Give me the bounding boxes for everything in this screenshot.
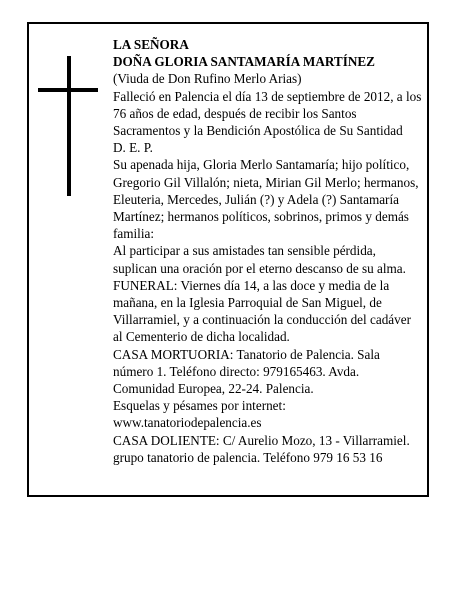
- mortuary-paragraph: CASA MORTUORIA: Tanatorio de Palencia. Sala número 1. Teléfono directo: 979165463. Avda. Comunidad Europea, 22-24. Palencia.: [113, 346, 380, 397]
- family-paragraph: Su apenada hija, Gloria Merlo Santamaría; hijo político, Gregorio Gil Villalón; nieta, Mirian Gil Merlo; hermanos, Eleuteria, Mercedes, Julián (?) y Adela (?) Santamaría Martínez; hermanos políticos, sobrinos, primos y demás familia:: [113, 157, 419, 242]
- death-paragraph: Falleció en Palencia el día 13 de septiembre de 2012, a los 76 años de edad, después de recibir los Santos Sacramentos y la Bendición Apostólica de Su Santidad: [113, 88, 422, 139]
- mourning-house-paragraph: CASA DOLIENTE: C/ Aurelio Mozo, 13 - Villarramiel.: [113, 432, 410, 448]
- notice-title: LA SEÑORA: [113, 37, 189, 52]
- cross-icon-bar: [38, 88, 98, 92]
- rip-line: D. E. P.: [113, 140, 153, 156]
- obituary-text: [113, 36, 423, 466]
- funeral-paragraph: FUNERAL: Viernes día 14, a las doce y media de la mañana, en la Iglesia Parroquial de San Miguel, de Villarramiel, y a continuación la conducción del cadáver al Cementerio de dicha localidad.: [113, 277, 411, 345]
- internet-paragraph: Esquelas y pésames por internet: www.tanatoriodepalencia.es: [113, 398, 286, 431]
- widow-line: (Viuda de Don Rufino Merlo Arias): [113, 71, 302, 87]
- footer-line: grupo tanatorio de palencia. Teléfono 979 16 53 16: [113, 449, 383, 465]
- deceased-name: DOÑA GLORIA SANTAMARÍA MARTÍNEZ: [113, 54, 375, 70]
- cross-icon: [67, 56, 71, 196]
- request-paragraph: Al participar a sus amistades tan sensible pérdida, suplican una oración por el eterno descanso de su alma.: [113, 243, 406, 276]
